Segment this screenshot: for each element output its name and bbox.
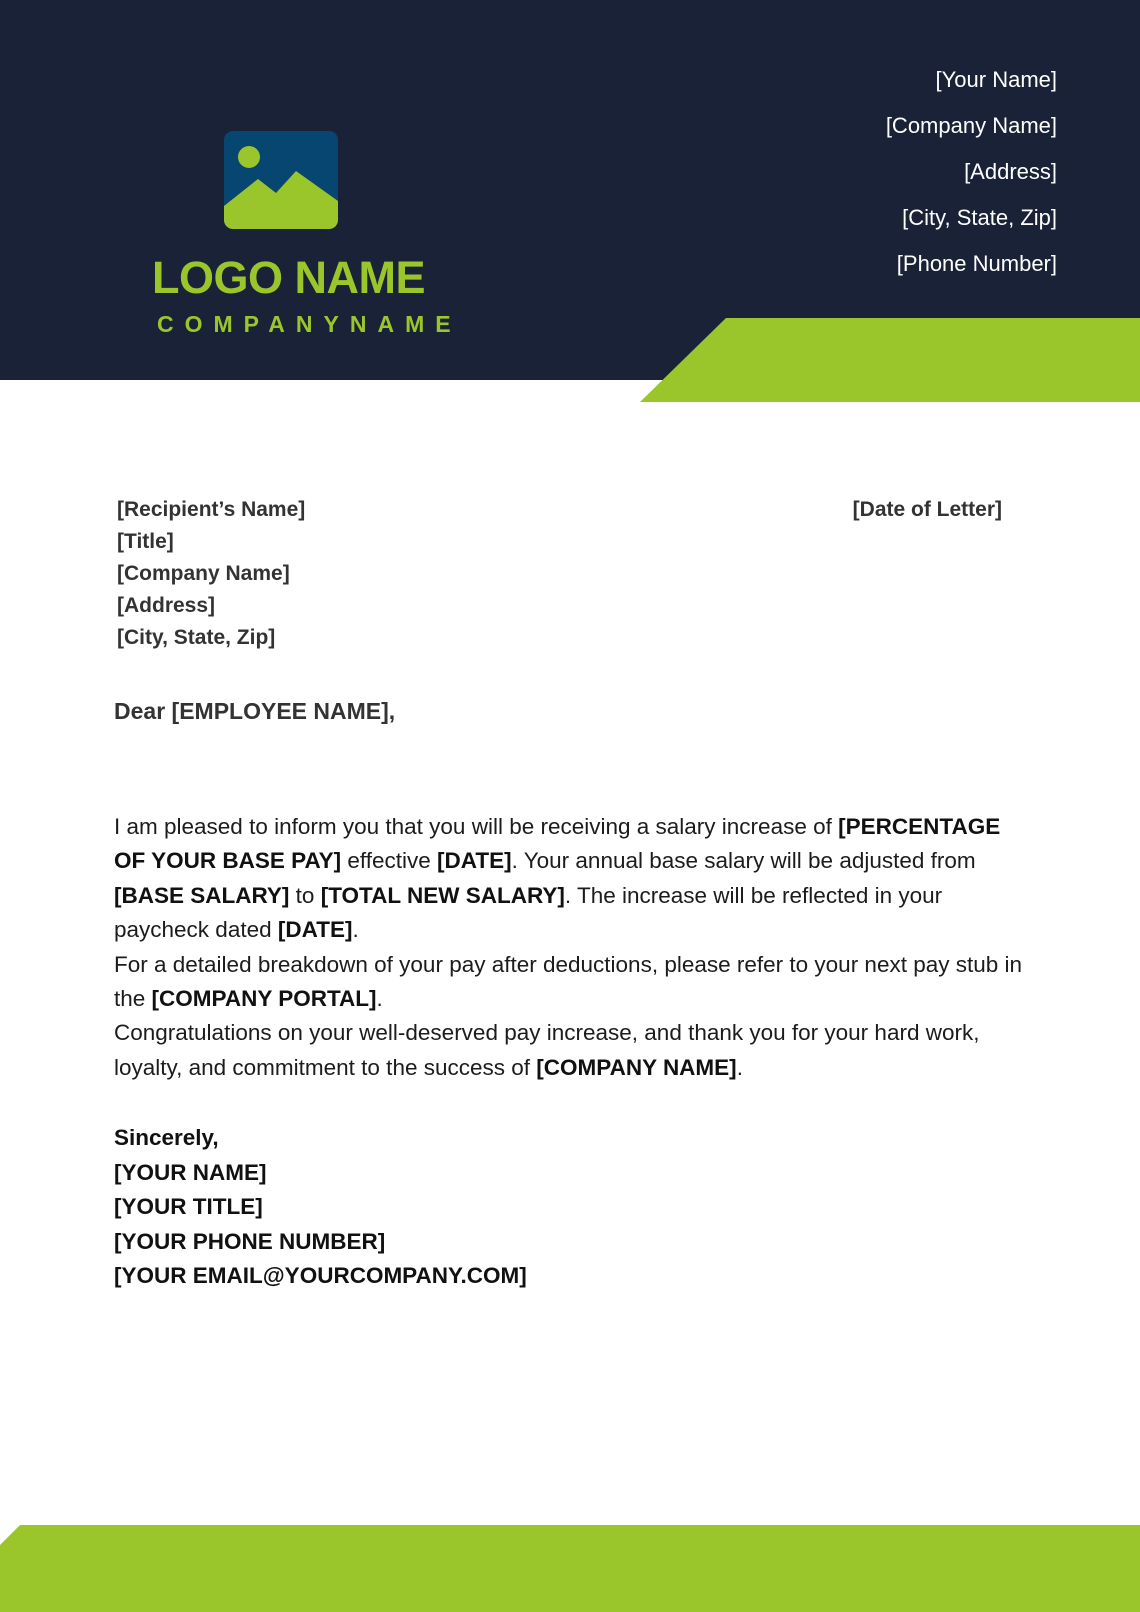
body-text-span: . bbox=[376, 986, 383, 1012]
letter-date: [Date of Letter] bbox=[852, 498, 1002, 521]
signer-name: [YOUR NAME] bbox=[114, 1159, 267, 1185]
sender-city-state-zip: [City, State, Zip] bbox=[902, 205, 1057, 230]
sender-block bbox=[886, 64, 1057, 294]
recipient-company: [Company Name] bbox=[117, 562, 290, 585]
recipient-block bbox=[117, 494, 305, 654]
placeholder-percentage: [PERCENTAGE OF YOUR BASE PAY] bbox=[114, 814, 1001, 874]
sender-name: [Your Name] bbox=[935, 67, 1057, 92]
footer-band bbox=[0, 1525, 1140, 1612]
image-placeholder-icon bbox=[224, 131, 338, 229]
sender-phone: [Phone Number] bbox=[896, 251, 1057, 276]
body-text-span: . bbox=[352, 917, 359, 943]
placeholder-paycheck-date: [DATE] bbox=[277, 917, 353, 943]
recipient-address: [Address] bbox=[117, 594, 216, 617]
paragraph-pay-breakdown bbox=[114, 948, 1034, 1017]
body-text-span: Congratulations on your well-deserved pay increase, and thank you for your hard work, loyalty, and commitment to the success of bbox=[114, 1020, 980, 1080]
header-accent-shape bbox=[640, 318, 1140, 402]
recipient-title: [Title] bbox=[117, 530, 174, 553]
recipient-city-state-zip: [City, State, Zip] bbox=[117, 626, 276, 649]
signer-phone: [YOUR PHONE NUMBER] bbox=[114, 1228, 386, 1254]
placeholder-new-salary: [TOTAL NEW SALARY] bbox=[320, 882, 565, 908]
letter-body bbox=[114, 810, 1034, 1085]
paragraph-salary-increase bbox=[114, 810, 1034, 948]
logo-name: LOGO NAME bbox=[152, 252, 425, 303]
body-text-span: For a detailed breakdown of your pay after deductions, please refer to your next pay stub in the bbox=[114, 951, 1023, 1012]
sender-address: [Address] bbox=[964, 159, 1057, 184]
signature-block bbox=[114, 1121, 527, 1294]
body-text-span: effective bbox=[341, 848, 438, 874]
signer-email: [YOUR EMAIL@YOURCOMPANY.COM] bbox=[114, 1263, 527, 1288]
logo-company-name: COMPANYNAME bbox=[157, 311, 462, 337]
paragraph-congratulations bbox=[114, 1016, 1034, 1085]
sender-company: [Company Name] bbox=[885, 113, 1057, 138]
signer-title: [YOUR TITLE] bbox=[114, 1194, 263, 1219]
body-text-span: . The increase will be reflected in your paycheck dated bbox=[114, 882, 943, 943]
body-text-span: I am pleased to inform you that you will be receiving a salary increase of bbox=[114, 814, 839, 839]
placeholder-company-portal: [COMPANY PORTAL] bbox=[151, 986, 377, 1012]
placeholder-company-name: [COMPANY NAME] bbox=[536, 1054, 737, 1080]
body-text-span: . Your annual base salary will be adjusted from bbox=[511, 848, 976, 874]
body-text-span: . bbox=[736, 1054, 743, 1080]
recipient-name: [Recipient’s Name] bbox=[117, 498, 306, 521]
closing: Sincerely, bbox=[114, 1125, 219, 1150]
salutation: Dear [EMPLOYEE NAME], bbox=[114, 698, 396, 724]
placeholder-base-salary: [BASE SALARY] bbox=[114, 882, 290, 908]
body-text-span: to bbox=[289, 882, 321, 908]
placeholder-effective-date: [DATE] bbox=[437, 848, 512, 874]
